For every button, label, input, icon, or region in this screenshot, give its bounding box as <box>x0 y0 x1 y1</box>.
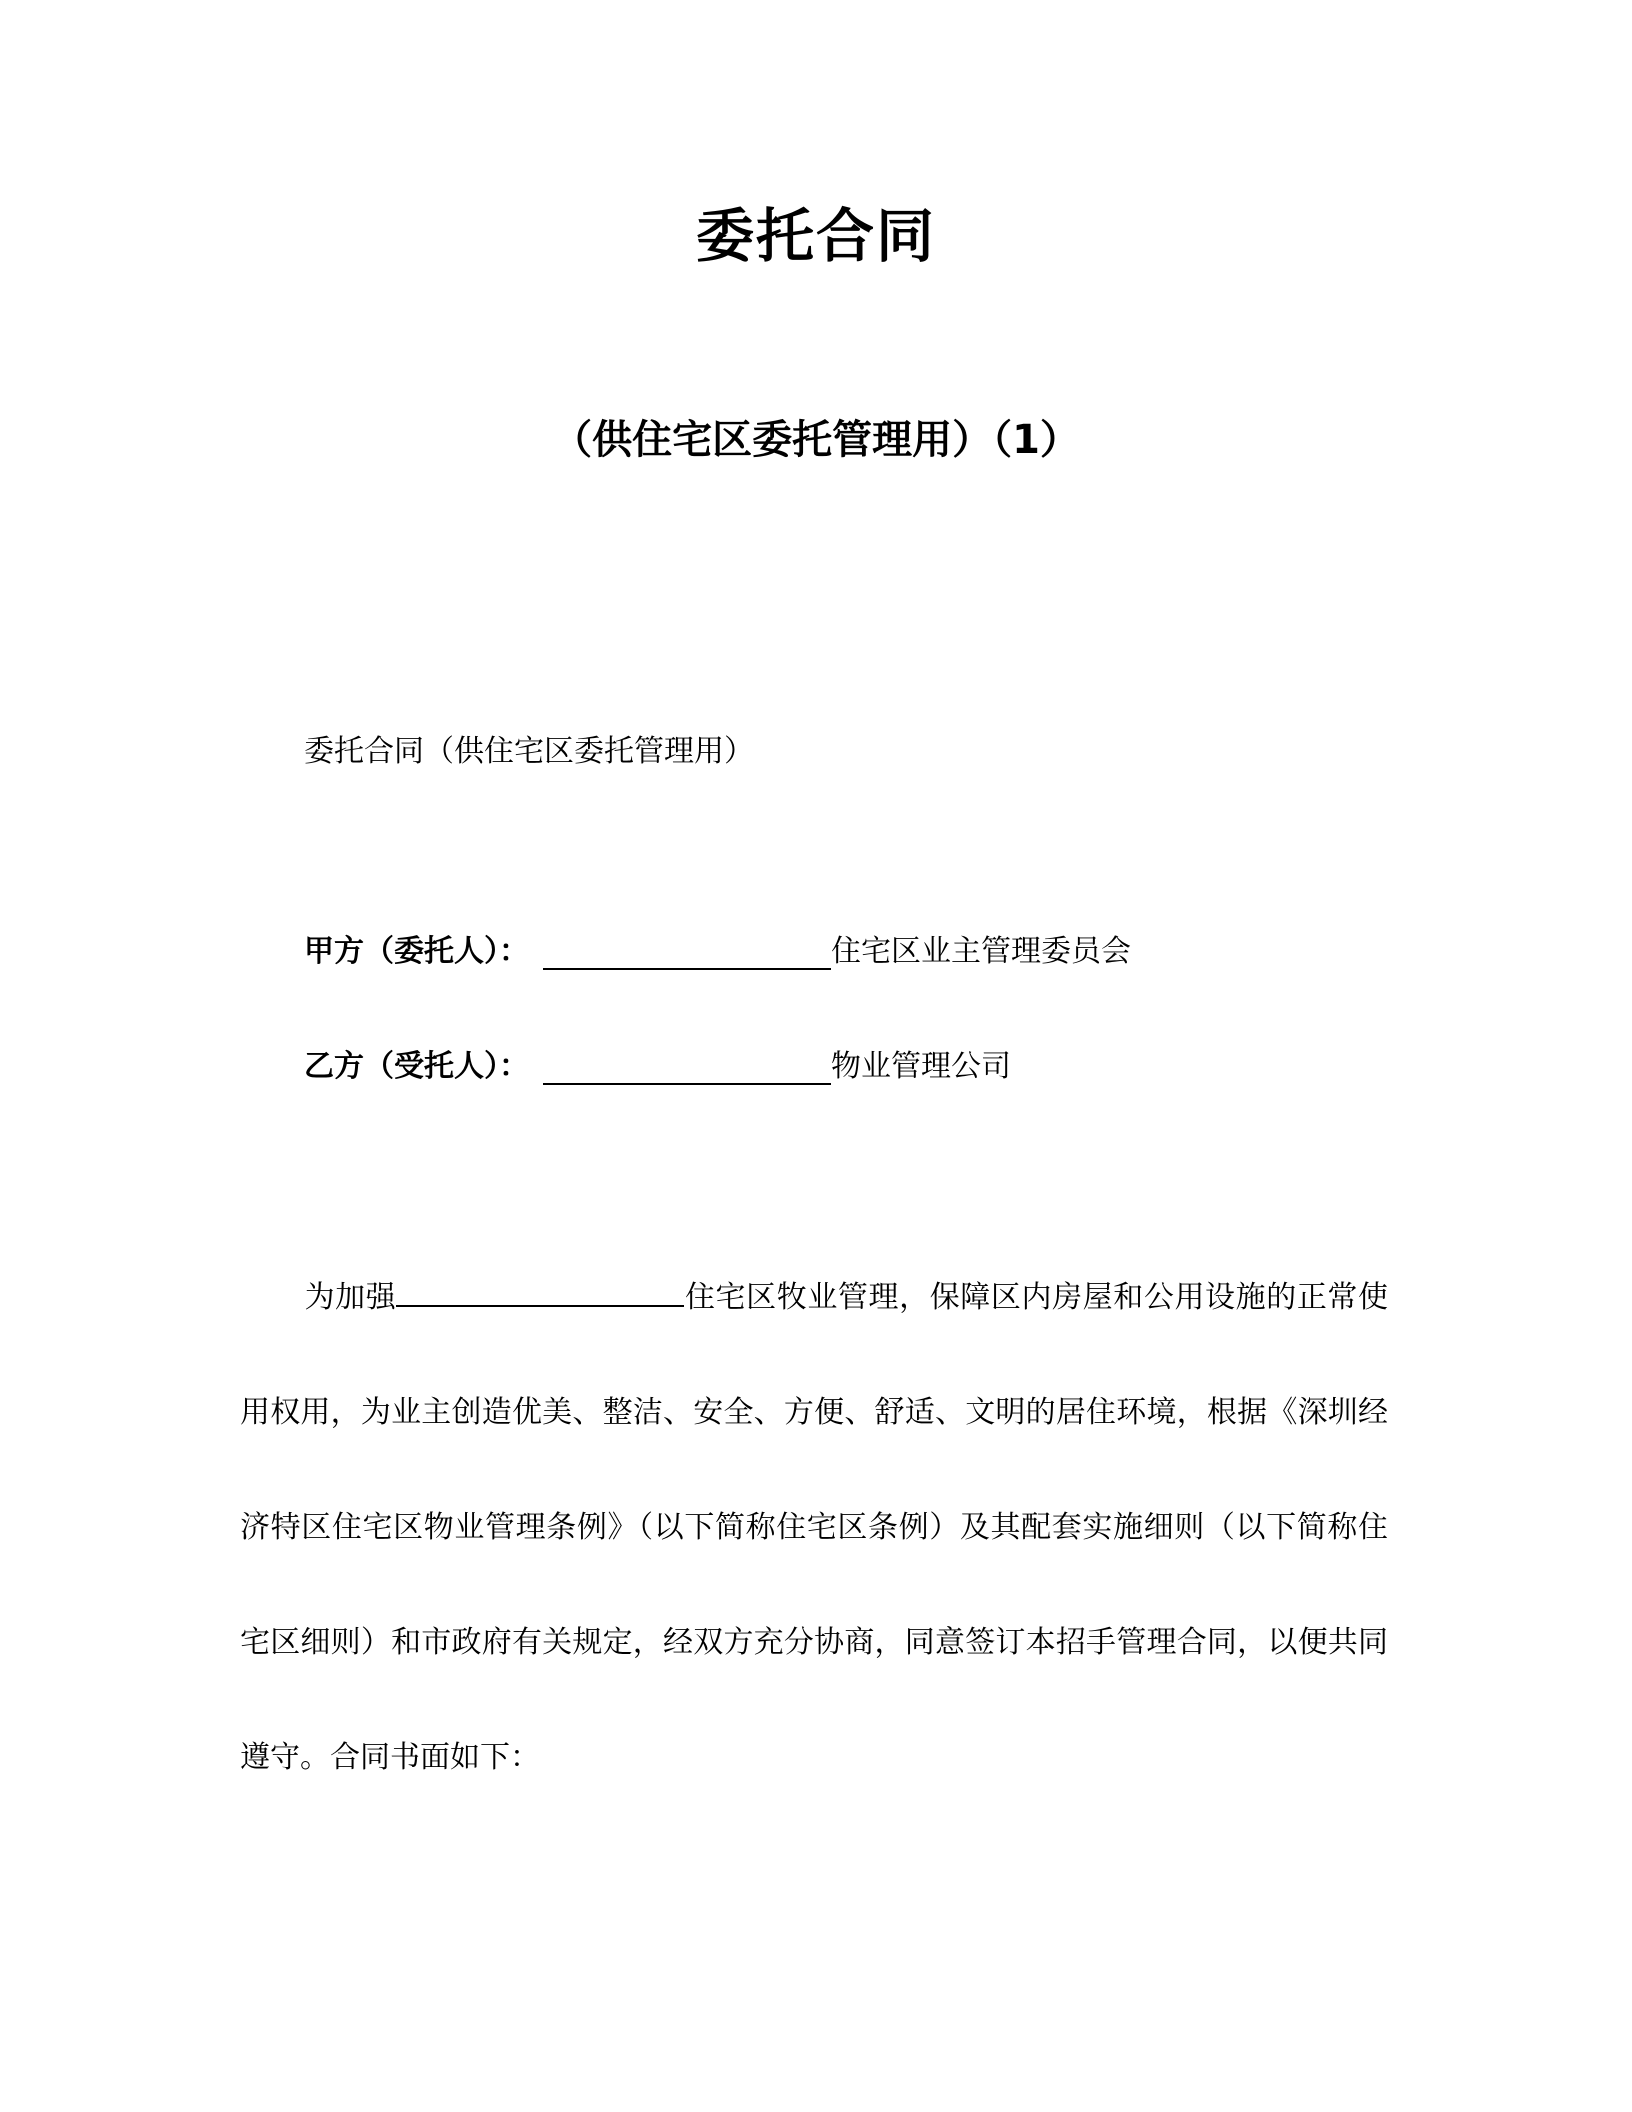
document-subtitle: （供住宅区委托管理用）（1） <box>552 417 1080 463</box>
intro-heading: 委托合同（供住宅区委托管理用） <box>304 734 754 769</box>
body-paragraph <box>240 1240 1388 1815</box>
party-a-suffix: 住宅区业主管理委员会 <box>831 934 1131 969</box>
party-b-blank <box>543 1049 831 1085</box>
body-text: 住宅区牧业管理，保障区内房屋和公用设施的正常使用权用，为业主创造优美、整洁、安全、方便、舒适、文明的居住环境，根据《深圳经济特区住宅区物业管理条例》（以下简称住宅区条例）及其配套实施细则（以下简称住宅区细则）和市政府有关规定，经双方充分协商，同意签订本招手管理合同，以便共同遵守。合同书面如下： <box>240 1280 1389 1775</box>
party-a-blank <box>543 934 831 970</box>
body-blank <box>396 1275 684 1307</box>
party-b-suffix: 物业管理公司 <box>831 1049 1011 1084</box>
party-b-line <box>304 1045 1011 1089</box>
body-prefix: 为加强 <box>304 1280 397 1315</box>
party-a-label: 甲方（委托人）： <box>304 934 529 969</box>
document-title: 委托合同 <box>695 202 936 270</box>
party-b-label: 乙方（受托人）： <box>304 1049 529 1084</box>
party-a-line <box>304 930 1131 974</box>
